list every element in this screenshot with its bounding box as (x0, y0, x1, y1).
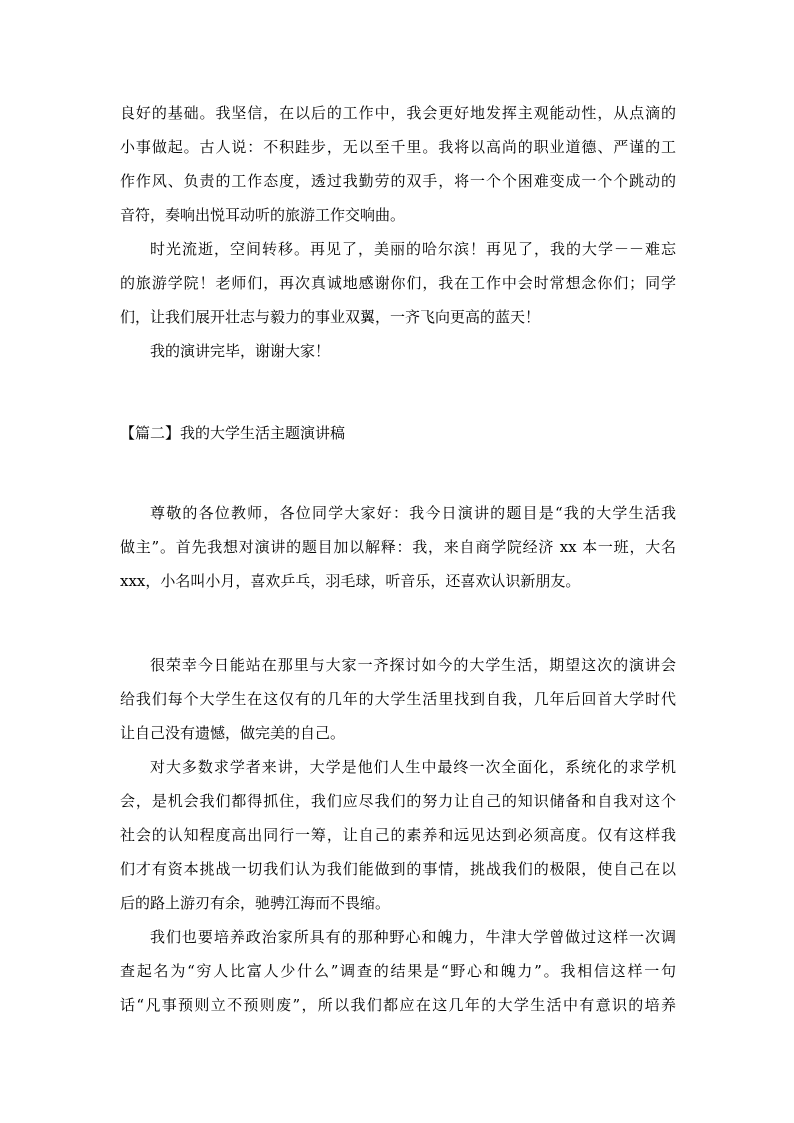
paragraph (120, 750, 676, 920)
section-heading: 【篇二】我的大学生活主题演讲稿 (120, 424, 346, 442)
text-line: 给我们每个大学生在这仅有的几年的大学生活里找到自我，几年后回首大学时代 (120, 690, 676, 708)
text-line: 话“凡事预则立不预则废”，所以我们都应在这几年的大学生活中有意识的培养 (120, 996, 676, 1014)
paragraph (120, 96, 676, 232)
text-line: 很荣幸今日能站在那里与大家一齐探讨如今的大学生活，期望这次的演讲会 (150, 656, 676, 674)
text-line: 们才有资本挑战一切我们认为我们能做到的事情，挑战我们的极限，使自己在以 (120, 860, 676, 878)
text-line: 作作风、负责的工作态度，透过我勤劳的双手，将一个个困难变成一个个跳动的 (120, 172, 676, 190)
text-line: 让自己没有遗憾，做完美的自己。 (120, 724, 346, 742)
text-line: 的旅游学院！老师们，再次真诚地感谢你们，我在工作中会时常想念你们；同学 (120, 274, 676, 292)
paragraph (120, 920, 676, 1022)
text-line: xxx，小名叫小月，喜欢乒乓，羽毛球，听音乐，还喜欢认识新朋友。 (120, 572, 581, 590)
paragraph (120, 334, 676, 368)
text-line: 们，让我们展开壮志与毅力的事业双翼，一齐飞向更高的蓝天！ (120, 308, 541, 326)
text-line: 音符，奏响出悦耳动听的旅游工作交响曲。 (120, 206, 406, 224)
text-line: 我们也要培养政治家所具有的那种野心和魄力，牛津大学曾做过这样一次调 (150, 928, 676, 946)
text-line: 做主”。首先我想对演讲的题目加以解释：我，来自商学院经济 xx 本一班，大名 (120, 538, 676, 556)
text-line: 查起名为“穷人比富人少什么”调查的结果是“野心和魄力”。我相信这样一句 (120, 962, 676, 980)
paragraph (120, 496, 676, 598)
text-line: 对大多数求学者来讲，大学是他们人生中最终一次全面化，系统化的求学机 (150, 758, 676, 776)
text-line: 尊敬的各位教师，各位同学大家好：我今日演讲的题目是“我的大学生活我 (150, 504, 676, 522)
text-line: 小事做起。古人说：不积跬步，无以至千里。我将以高尚的职业道德、严谨的工 (120, 138, 676, 156)
text-line: 会，是机会我们都得抓住，我们应尽我们的努力让自己的知识储备和自我对这个 (120, 792, 676, 810)
paragraph (120, 648, 676, 750)
text-line: 时光流逝，空间转移。再见了，美丽的哈尔滨！再见了，我的大学－－难忘 (150, 240, 676, 258)
paragraph (120, 232, 676, 334)
text-line: 我的演讲完毕，谢谢大家！ (150, 342, 331, 360)
text-line: 社会的认知程度高出同行一筹，让自己的素养和远见达到必须高度。仅有这样我 (120, 826, 676, 844)
text-line: 良好的基础。我坚信，在以后的工作中，我会更好地发挥主观能动性，从点滴的 (120, 104, 676, 122)
text-line: 后的路上游刃有余，驰骋江海而不畏缩。 (120, 894, 391, 912)
